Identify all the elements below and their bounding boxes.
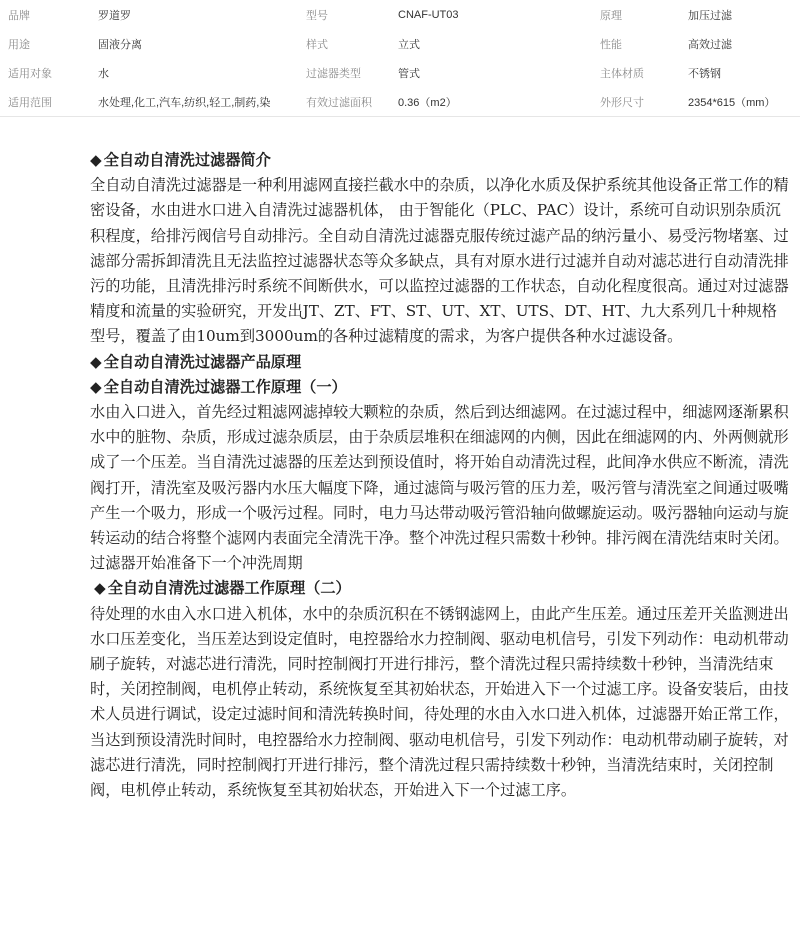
spec-label-scope: 适用范围 bbox=[8, 96, 52, 109]
heading-principle-text: 全自动自清洗过滤器产品原理 bbox=[103, 352, 302, 371]
paragraph-working-2: 待处理的水由入水口进入机体，水中的杂质沉积在不锈钢滤网上，由此产生压差。通过压差开关监测进出水口压差变化，当压差达到设定值时，电控器给水力控制阀、驱动电机信号，引发下列动作：电动机带动刷子旋转，对滤芯进行清洗，同时控制阀打开进行排污，整个清洗过程只需持续数十秒钟，当清洗结束时，关闭控制阀，电机停止转动，系统恢复至其初始状态，开始进入下一个过滤工序。设备安装后，由技术人员进行调试，设定过滤时间和清洗转换时间，待处理的水由入水口进入机体，过滤器开始正常工作，当达到预设清洗时间时，电控器给水力控制阀、驱动电机信号，引发下列动作：电动机带动刷子旋转，对滤芯进行清洗，同时控制阀打开进行排污，整个清洗过程只需持续数十秒钟，当清洗结束时，关闭控制阀，电机停止转动，系统恢复至其初始状态，开始进入下一个过滤工序。 bbox=[90, 604, 789, 800]
paragraph-working-1: 水由入口进入，首先经过粗滤网滤掉较大颗粒的杂质，然后到达细滤网。在过滤过程中，细滤网逐渐累积水中的脏物、杂质，形成过滤杂质层，由于杂质层堆积在细滤网的内侧，因此在细滤网的内、外两侧就形成了一个压差。当自清洗过滤器的压差达到预设值时，将开始自动清洗过程，此间净水供应不断流，清洗阀打开，清洗室及吸污器内水压大幅度下降，通过滤筒与吸污管的压力差，吸污管与清洗室之间通过吸嘴产生一个吸力，形成一个吸污过程。同时，电力马达带动吸污管沿轴向做螺旋运动。吸污器轴向运动与旋转运动的结合将整个滤网内表面完全清洗干净。整个冲洗过程只需数十秒钟。排污阀在清洗结束时关闭。过滤器开始准备下一个冲洗周期 bbox=[90, 403, 789, 573]
spec-label-principle: 原理 bbox=[600, 9, 622, 22]
diamond-bullet-icon: ◆ bbox=[94, 579, 106, 598]
spec-value-style: 立式 bbox=[398, 38, 420, 51]
spec-label-filter-type: 过滤器类型 bbox=[306, 67, 361, 80]
product-description bbox=[90, 148, 790, 803]
spec-label-style: 样式 bbox=[306, 38, 328, 51]
spec-label-model: 型号 bbox=[306, 9, 328, 22]
spec-row-object bbox=[0, 58, 800, 87]
heading-working-1 bbox=[90, 375, 790, 400]
heading-working-2-text: 全自动自清洗过滤器工作原理（二） bbox=[107, 579, 351, 598]
spec-value-dimensions: 2354*615（mm） bbox=[688, 96, 776, 109]
diamond-bullet-icon: ◆ bbox=[90, 377, 102, 396]
heading-principle bbox=[90, 350, 790, 375]
spec-value-filter-type: 管式 bbox=[398, 67, 420, 80]
spec-row-scope bbox=[0, 87, 800, 116]
spec-value-object: 水 bbox=[98, 67, 109, 80]
heading-working-1-text: 全自动自清洗过滤器工作原理（一） bbox=[103, 377, 347, 396]
spec-label-object: 适用对象 bbox=[8, 67, 52, 80]
spec-value-model: CNAF-UT03 bbox=[398, 8, 459, 21]
spec-table bbox=[0, 0, 800, 117]
spec-value-scope: 水处理,化工,汽车,纺织,轻工,制药,染 bbox=[98, 96, 271, 109]
spec-label-area: 有效过滤面积 bbox=[306, 96, 372, 109]
spec-value-usage: 固液分离 bbox=[98, 38, 142, 51]
heading-intro-text: 全自动自清洗过滤器简介 bbox=[103, 151, 271, 169]
spec-row-brand bbox=[0, 0, 800, 29]
spec-label-brand: 品牌 bbox=[8, 9, 30, 22]
diamond-bullet-icon: ◆ bbox=[90, 151, 102, 169]
heading-working-2 bbox=[90, 576, 790, 601]
spec-label-dimensions: 外形尺寸 bbox=[600, 96, 644, 109]
spec-value-material: 不锈钢 bbox=[688, 67, 721, 80]
heading-intro bbox=[90, 148, 790, 173]
diamond-bullet-icon: ◆ bbox=[90, 352, 102, 371]
spec-label-usage: 用途 bbox=[8, 38, 30, 51]
spec-label-material: 主体材质 bbox=[600, 67, 644, 80]
spec-row-usage bbox=[0, 29, 800, 58]
spec-label-performance: 性能 bbox=[600, 38, 622, 51]
spec-value-principle: 加压过滤 bbox=[688, 9, 732, 22]
spec-value-brand: 罗道罗 bbox=[98, 9, 131, 22]
spec-value-area: 0.36（m2） bbox=[398, 96, 457, 109]
paragraph-intro: 全自动自清洗过滤器是一种利用滤网直接拦截水中的杂质，以净化水质及保护系统其他设备正常工作的精密设备，水由进水口进入自清洗过滤器机体， 由于智能化（PLC、PAC）设计，系统可自动识别杂质沉积程度，给排污阀信号自动排污。全自动自清洗过滤器克服传统过滤产品的纳污量小、易受污物堵塞、过滤部分需拆卸清洗且无法监控过滤器状态等众多缺点，具有对原水进行过滤并自动对滤芯进行自动清洗排污的功能，且清洗排污时系统不间断供水，可以监控过滤器的工作状态，自动化程度很高。通过对过滤器精度和流量的实验研究，开发出JT、ZT、FT、ST、UT、XT、UTS、DT、HT、九大系列几十种规格型号，覆盖了由10um到3000um的各种过滤精度的需求，为客户提供各种水过滤设备。 bbox=[90, 176, 789, 346]
spec-value-performance: 高效过滤 bbox=[688, 38, 732, 51]
